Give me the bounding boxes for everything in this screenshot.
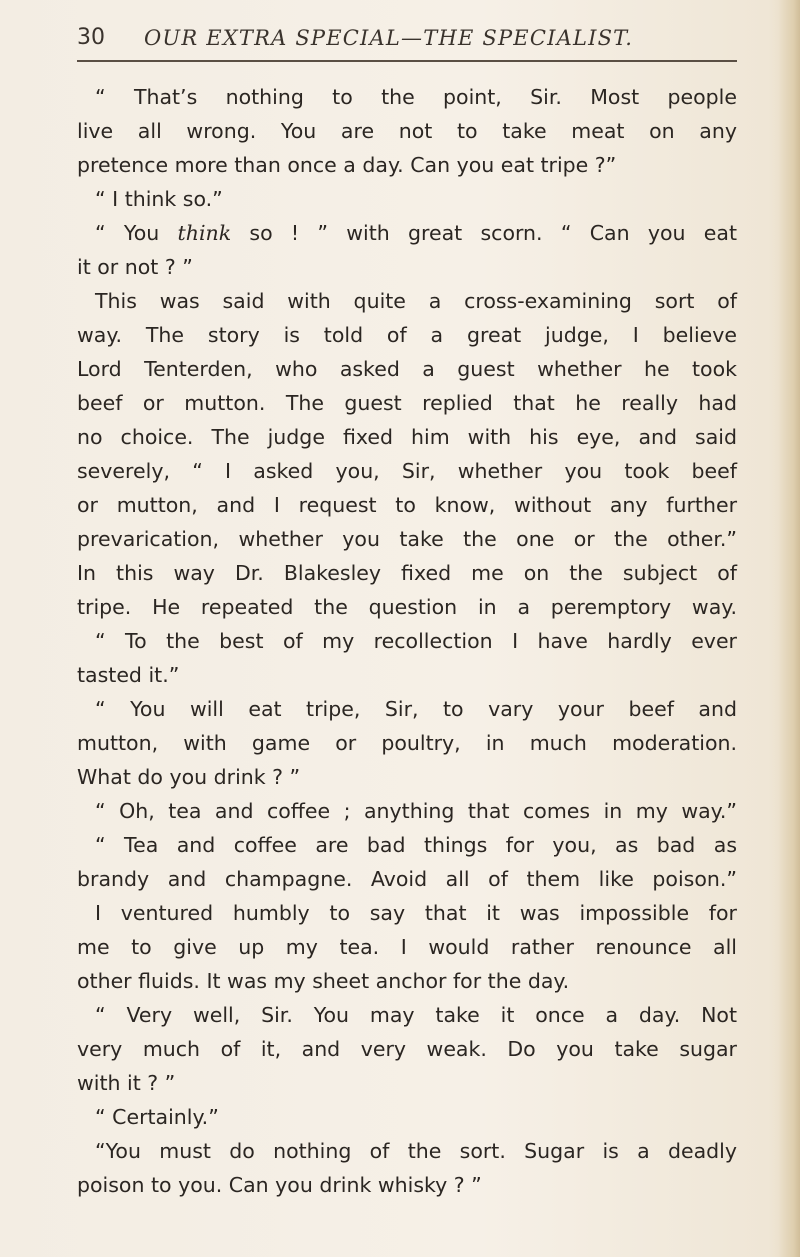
text-line: “ You will eat tripe, Sir, to vary your beef and (95, 697, 737, 721)
text-line: it or not ? ” (77, 255, 193, 279)
text-line (77, 216, 737, 250)
text-line: This was said with quite a cross-examining sort of (95, 289, 737, 313)
text-line: “ Oh, tea and coffee ; anything that comes in my way.” (95, 799, 737, 823)
running-head: OUR EXTRA SPECIAL—THE SPECIALIST. (144, 26, 634, 50)
text-line: I ventured humbly to say that it was impossible for (95, 901, 737, 925)
page-header (77, 24, 737, 64)
text-line: way. The story is told of a great judge, I believe (77, 323, 737, 347)
text-line: “ Tea and coffee are bad things for you, as bad as (95, 833, 737, 857)
text-line: What do you drink ? ” (77, 765, 301, 789)
text-line: poison to you. Can you drink whisky ? ” (77, 1173, 482, 1197)
text-line: “ To the best of my recollection I have hardly ever (95, 629, 737, 653)
text-line: severely, “ I asked you, Sir, whether you took beef (77, 459, 737, 483)
text-line: brandy and champagne. Avoid all of them like poison.” (77, 867, 737, 891)
text-line: tripe. He repeated the question in a peremptory way. (77, 595, 737, 619)
text-line: In this way Dr. Blakesley fixed me on the subject of (77, 561, 737, 585)
text-fragment: so ! ” with great scorn. “ Can you eat (231, 221, 737, 245)
body-text (77, 80, 737, 1202)
text-line: or mutton, and I request to know, without any further (77, 493, 737, 517)
text-line: me to give up my tea. I would rather renounce all (77, 935, 737, 959)
text-line: “ Certainly.” (95, 1105, 219, 1129)
italic-word: think (177, 221, 232, 245)
page-number: 30 (77, 25, 105, 50)
text-line: tasted it.” (77, 663, 180, 687)
text-line: live all wrong. You are not to take meat on any (77, 119, 737, 143)
text-line: pretence more than once a day. Can you eat tripe ?” (77, 153, 617, 177)
text-line: “You must do nothing of the sort. Sugar is a deadly (95, 1139, 737, 1163)
text-line: “ I think so.” (95, 187, 223, 211)
page-edge (778, 0, 800, 1257)
text-line: with it ? ” (77, 1071, 176, 1095)
text-line: mutton, with game or poultry, in much moderation. (77, 731, 737, 755)
text-line: no choice. The judge fixed him with his eye, and said (77, 425, 737, 449)
text-line: beef or mutton. The guest replied that he really had (77, 391, 737, 415)
text-line: “ Very well, Sir. You may take it once a day. Not (95, 1003, 737, 1027)
text-line: other fluids. It was my sheet anchor for the day. (77, 969, 570, 993)
text-line: very much of it, and very weak. Do you take sugar (77, 1037, 737, 1061)
text-line: Lord Tenterden, who asked a guest whether he took (77, 357, 737, 381)
text-line: prevarication, whether you take the one or the other.” (77, 527, 737, 551)
text-line: “ That’s nothing to the point, Sir. Most people (95, 85, 737, 109)
text-fragment: “ You (95, 221, 178, 245)
header-rule (77, 60, 737, 62)
